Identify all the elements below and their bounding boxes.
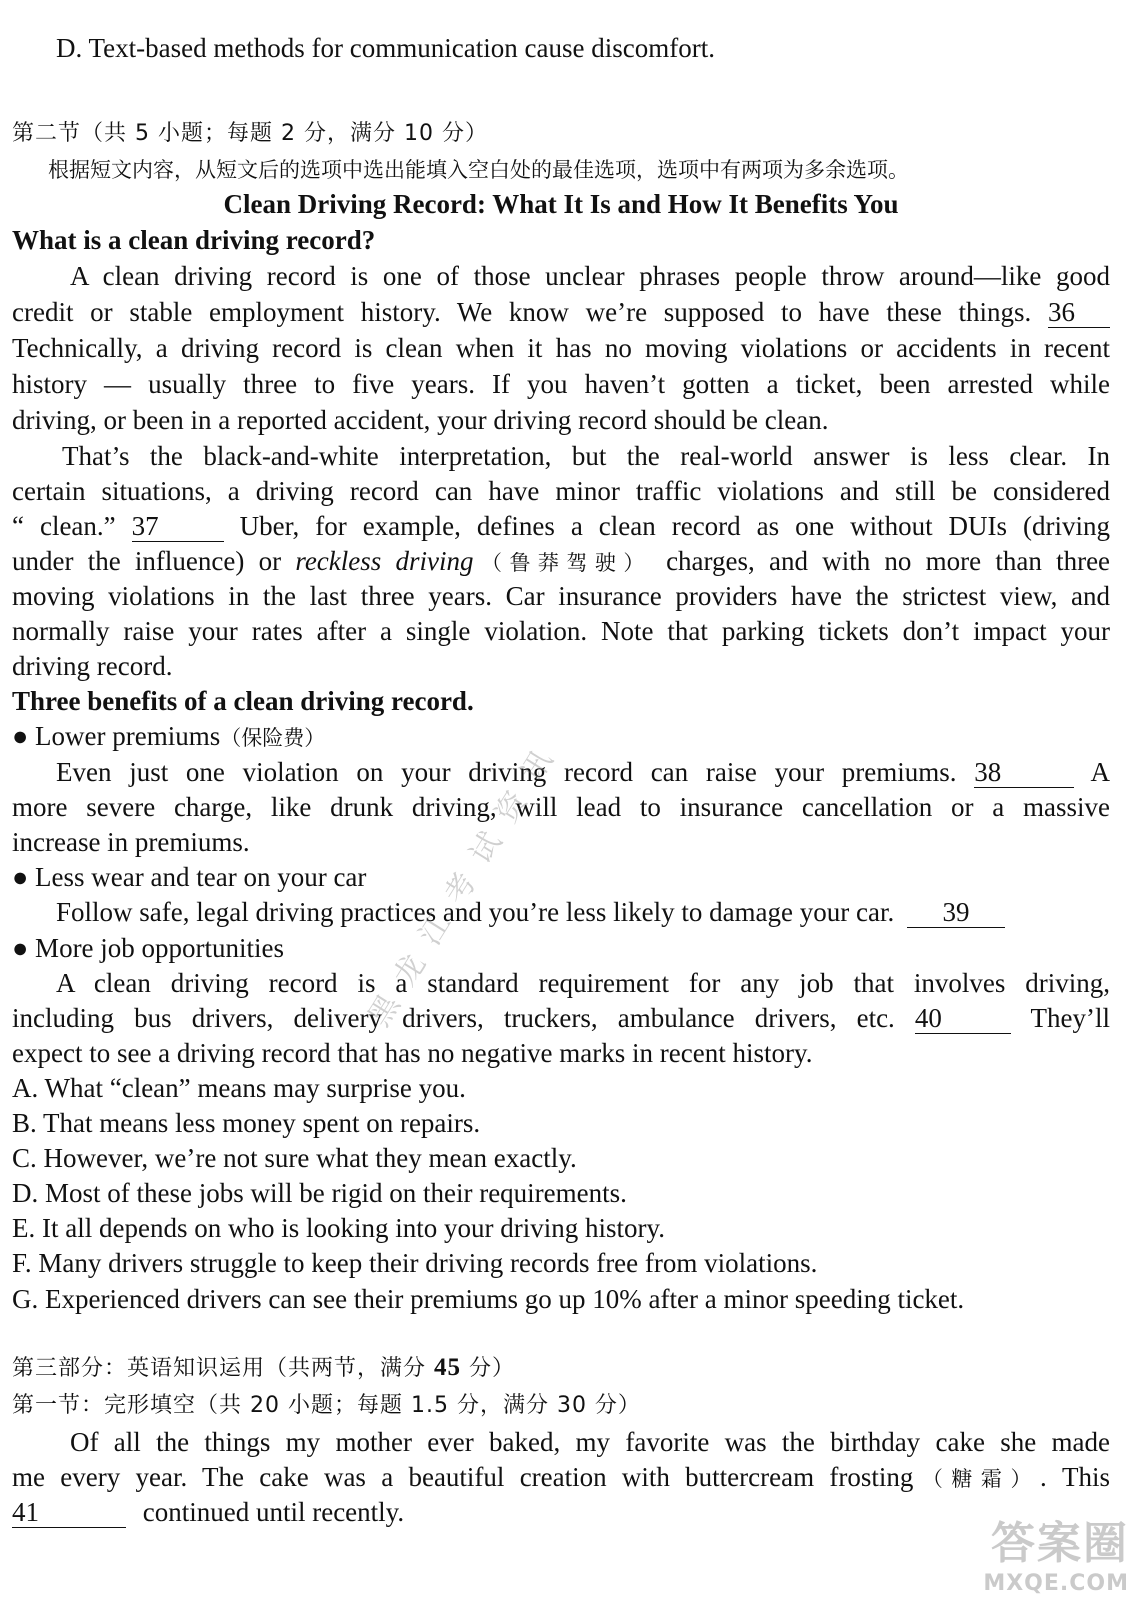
corner-logo-title: 答案圈 bbox=[991, 1518, 1129, 1569]
cloze-line2 bbox=[12, 1459, 1110, 1497]
benefit1-line2: more severe charge, like drunk driving, will lead to insurance cancellation or a massive bbox=[12, 792, 1110, 822]
option-f: F. Many drivers struggle to keep their driving records free from violations. bbox=[12, 1248, 818, 1278]
blank-37: 37 bbox=[132, 511, 224, 542]
cloze-line2-text: me every year. The cake was a beautiful creation with buttercream frosting bbox=[12, 1462, 914, 1492]
p1-line2 bbox=[12, 294, 1110, 330]
benefit2-label: ● Less wear and tear on your car bbox=[12, 862, 367, 892]
benefit3-line1: A clean driving record is a standard requirement for any job that involves driving, bbox=[56, 968, 1110, 998]
benefit3-line3: expect to see a driving record that has no negative marks in recent history. bbox=[12, 1038, 813, 1068]
p2-line3 bbox=[12, 508, 1110, 544]
benefit3-line2 bbox=[12, 1000, 1110, 1036]
p2-line4-start: under the influence) or bbox=[12, 546, 282, 576]
benefit1-line3: increase in premiums. bbox=[12, 827, 250, 857]
reckless-driving-term: reckless driving bbox=[295, 546, 474, 576]
part3-section1-header: 第一节：完形填空（共 20 小题；每题 1.5 分，满分 30 分） bbox=[12, 1393, 641, 1418]
option-g: G. Experienced drivers can see their premiums go up 10% after a minor speeding ticket. bbox=[12, 1284, 965, 1314]
p1-line4: history — usually three to five years. If you haven’t gotten a ticket, been arrested while bbox=[12, 369, 1110, 399]
p2-line1: That’s the black-and-white interpretation, but the real-world answer is less clear. In bbox=[62, 441, 1110, 471]
part3-header-start: 第三部分：英语知识运用（共两节，满分 bbox=[12, 1356, 427, 1381]
previous-option-d: D. Text-based methods for communication cause discomfort. bbox=[56, 33, 715, 63]
p2-line7: driving record. bbox=[12, 651, 173, 681]
benefit1-line1-end: A bbox=[1090, 757, 1111, 787]
option-c: C. However, we’re not sure what they mean exactly. bbox=[12, 1143, 577, 1173]
benefit2-line1-text: Follow safe, legal driving practices and you’re less likely to damage your car. bbox=[56, 897, 895, 927]
blank-40: 40 bbox=[915, 1003, 1011, 1034]
blank-41: 41 bbox=[12, 1497, 126, 1528]
cloze-line1: Of all the things my mother ever baked, my favorite was the birthday cake she made bbox=[70, 1427, 1110, 1457]
corner-logo-url: MXQE.COM bbox=[983, 1571, 1129, 1596]
watermark-text: 黑龙江考试资讯 bbox=[361, 729, 570, 1033]
benefit3-line2-text: including bus drivers, delivery drivers, truckers, ambulance drivers, etc. bbox=[12, 1003, 895, 1033]
cloze-line3-text: continued until recently. bbox=[142, 1497, 405, 1527]
benefit1-label-text: ● Lower premiums bbox=[12, 721, 221, 751]
passage-title: Clean Driving Record: What It Is and How It Benefits You bbox=[223, 189, 899, 219]
blank-36: 36 bbox=[1048, 297, 1110, 328]
p2-line3-end: Uber, for example, defines a clean record as one without DUIs (driving bbox=[239, 511, 1111, 541]
option-b: B. That means less money spent on repairs. bbox=[12, 1108, 481, 1138]
p1-line3: Technically, a driving record is clean when it has no moving violations or accidents in recent bbox=[12, 333, 1110, 363]
heading-what-is: What is a clean driving record? bbox=[12, 225, 376, 255]
corner-logo bbox=[983, 1507, 1129, 1596]
p1-line1: A clean driving record is one of those unclear phrases people throw around—like good bbox=[70, 261, 1110, 291]
part3-header-end: 分） bbox=[469, 1356, 516, 1381]
p2-line2: certain situations, a driving record can have minor traffic violations and still be considered bbox=[12, 476, 1110, 506]
p2-line6: normally raise your rates after a single violation. Note that parking tickets don’t impact your bbox=[12, 616, 1110, 646]
option-d: D. Most of these jobs will be rigid on their requirements. bbox=[12, 1178, 627, 1208]
p2-line4 bbox=[12, 543, 1110, 581]
cloze-line3 bbox=[12, 1494, 1110, 1530]
option-a: A. What “clean” means may surprise you. bbox=[12, 1073, 466, 1103]
option-e: E. It all depends on who is looking into your driving history. bbox=[12, 1213, 665, 1243]
heading-benefits: Three benefits of a clean driving record. bbox=[12, 686, 474, 716]
benefit2-line1 bbox=[12, 894, 1110, 930]
part3-header bbox=[12, 1350, 1110, 1387]
p2-line5: moving violations in the last three years. Car insurance providers have the strictest view, and bbox=[12, 581, 1110, 611]
p2-line3-start: “ clean.” bbox=[12, 511, 116, 541]
p2-line4-end: charges, and with no more than three bbox=[666, 546, 1111, 576]
blank-39: 39 bbox=[907, 897, 1005, 928]
benefit3-label: ● More job opportunities bbox=[12, 933, 285, 963]
benefit1-line1-text: Even just one violation on your driving record can raise your premiums. bbox=[56, 757, 957, 787]
p1-line2-text: credit or stable employment history. We know we’re supposed to have these things. bbox=[12, 297, 1032, 327]
benefit1-label-gloss: （保险费） bbox=[220, 726, 326, 750]
section2-instruction: 根据短文内容，从短文后的选项中选出能填入空白处的最佳选项，选项中有两项为多余选项。 bbox=[48, 158, 909, 182]
blank-38: 38 bbox=[974, 757, 1074, 788]
benefit3-line2-end: They’ll bbox=[1030, 1003, 1111, 1033]
p1-line5: driving, or been in a reported accident, your driving record should be clean. bbox=[12, 405, 829, 435]
frosting-gloss: （糖霜） bbox=[913, 1467, 1040, 1491]
reckless-driving-gloss: （鲁莽驾驶） bbox=[473, 551, 652, 575]
section2-header: 第二节（共 5 小题；每题 2 分，满分 10 分） bbox=[12, 121, 488, 146]
cloze-line2-end: . This bbox=[1039, 1462, 1111, 1492]
part3-header-score: 45 bbox=[434, 1354, 462, 1381]
